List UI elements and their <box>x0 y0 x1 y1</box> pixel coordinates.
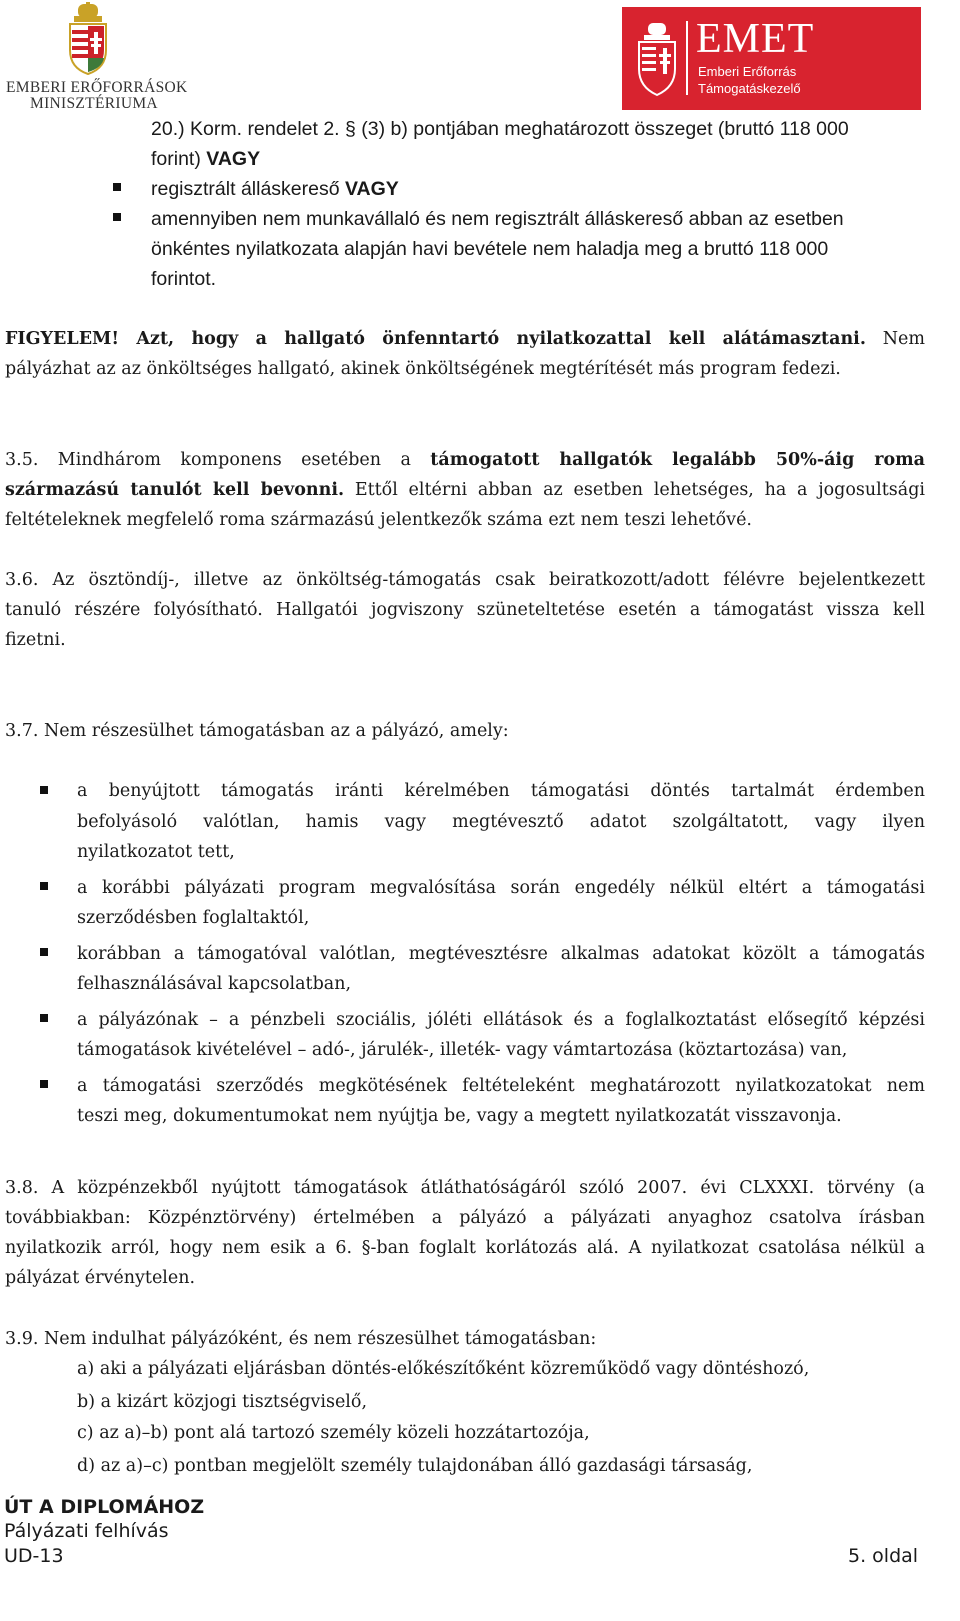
footer-code: UD-13 <box>4 1545 64 1567</box>
top-bullet-1 <box>151 177 399 201</box>
figyelem-rest: Nem <box>865 329 925 349</box>
s35-line-3: feltételeknek megfelelő roma származású jelentkezők száma ezt nem teszi lehetővé. <box>5 510 752 530</box>
bullet-icon <box>40 882 48 890</box>
emmi-logo <box>0 0 190 112</box>
s36-line-1: 3.6. Az ösztöndíj-, illetve az önköltség-támogatás csak beiratkozott/adott félévre bejelentkezett <box>5 570 925 590</box>
s39-intro: 3.9. Nem indulhat pályázóként, és nem részesülhet támogatásban: <box>5 1329 597 1349</box>
emet-coat-of-arms-icon <box>634 21 680 97</box>
footer-subtitle: Pályázati felhívás <box>4 1520 169 1542</box>
emet-subtitle-2: Támogatáskezelő <box>698 81 801 96</box>
s37-item-1-line-1: a benyújtott támogatás iránti kérelmében támogatási döntés tartalmát érdemben <box>77 781 925 801</box>
bullet-icon <box>40 786 48 794</box>
s35-text: 3.5. Mindhárom komponens esetében a <box>5 450 431 470</box>
emet-logo <box>622 7 921 110</box>
top-line-1: 20.) Korm. rendelet 2. § (3) b) pontjában meghatározott összeget (bruttó 118 000 <box>151 118 849 140</box>
s38-line-3: nyilatkozik arról, hogy nem esik a 6. §-ban foglalt korlátozás alá. A nyilatkozat csatolása nélkül a <box>5 1238 925 1258</box>
figyelem-line-2: pályázhat az az önköltséges hallgató, akinek önköltségének megtérítését más program fedezi. <box>5 359 841 379</box>
top-bullet-1-bold: VAGY <box>345 178 399 200</box>
s39-item-c: c) az a)–b) pont alá tartozó személy közeli hozzátartozója, <box>77 1423 590 1443</box>
s38-line-2: továbbiakban: Közpénztörvény) értelmében a pályázó a pályázati anyaghoz csatolva írásban <box>5 1208 925 1228</box>
s37-item-3-line-1: korábban a támogatóval valótlan, megtévesztésre alkalmas adatokat közölt a támogatás <box>77 944 925 964</box>
s37-item-2-line-2: szerződésben foglaltaktól, <box>77 908 310 928</box>
s39-item-d: d) az a)–c) pontban megjelölt személy tulajdonában álló gazdasági társaság, <box>77 1456 753 1476</box>
emet-subtitle-1: Emberi Erőforrás <box>698 64 797 79</box>
emmi-logo-line1: EMBERI ERŐFORRÁSOK <box>6 79 188 96</box>
s37-item-4-line-2: támogatások kivételével – adó-, járulék-, illeték- vagy vámtartozása (köztartozása) van, <box>77 1040 848 1060</box>
bullet-icon <box>40 1080 48 1088</box>
top-line-2-text: forint) <box>151 148 207 170</box>
s39-item-b: b) a kizárt közjogi tisztségviselő, <box>77 1392 368 1412</box>
top-line-2-bold: VAGY <box>206 148 261 170</box>
figyelem-line-1 <box>5 327 925 351</box>
s37-item-3-line-2: felhasználásával kapcsolatban, <box>77 974 352 994</box>
emet-divider <box>686 21 688 95</box>
s39-item-a: a) aki a pályázati eljárásban döntés-előkészítőként közreműködő vagy döntéshozó, <box>77 1359 810 1379</box>
s37-item-1-line-3: nyilatkozatot tett, <box>77 842 235 862</box>
footer-title: ÚT A DIPLOMÁHOZ <box>4 1496 205 1518</box>
emmi-logo-line2: MINISZTÉRIUMA <box>30 95 158 112</box>
s35-bold-2: származású tanulót kell bevonni. <box>5 480 345 500</box>
figyelem-bold: FIGYELEM! Azt, hogy a hallgató önfenntartó nyilatkozattal kell alátámasztani. <box>5 329 866 349</box>
top-bullet-1-text: regisztrált álláskereső <box>151 178 345 200</box>
s36-line-2: tanuló részére folyósítható. Hallgatói jogviszony szüneteltetése esetén a támogatást vissza kell <box>5 600 925 620</box>
bullet-icon <box>113 183 121 191</box>
top-bullet-2-line-3: forintot. <box>151 268 217 290</box>
s35-text-2: Ettől eltérni abban az esetben lehetséges, ha a jogosultsági <box>344 480 926 500</box>
bullet-icon <box>40 948 48 956</box>
s38-line-4: pályázat érvénytelen. <box>5 1268 196 1288</box>
s37-item-5-line-2: teszi meg, dokumentumokat nem nyújtja be, vagy a megtett nyilatkozatát visszavonja. <box>77 1106 842 1126</box>
s36-line-3: fizetni. <box>5 630 66 650</box>
s37-item-4-line-1: a pályázónak – a pénzbeli szociális, jóléti ellátások és a foglalkoztatást elősegítő képzési <box>77 1010 925 1030</box>
s37-item-2-line-1: a korábbi pályázati program megvalósítása során engedély nélkül eltért a támogatási <box>77 878 925 898</box>
s35-line-1 <box>5 448 925 472</box>
s35-bold: támogatott hallgatók legalább 50%-áig roma <box>430 450 925 470</box>
hungarian-coat-of-arms-icon <box>64 2 112 76</box>
top-bullet-2-line-2: önkéntes nyilatkozata alapján havi bevétele nem haladja meg a bruttó 118 000 <box>151 238 829 260</box>
s37-item-5-line-1: a támogatási szerződés megkötésének feltételeként meghatározott nyilatkozatokat nem <box>77 1076 925 1096</box>
s37-intro: 3.7. Nem részesülhet támogatásban az a pályázó, amely: <box>5 721 509 741</box>
s38-line-1: 3.8. A közpénzekből nyújtott támogatások átláthatóságáról szóló 2007. évi CLXXXI. törvény (a <box>5 1178 925 1198</box>
footer-page-number: 5. oldal <box>848 1545 919 1567</box>
top-line-2 <box>151 147 260 171</box>
top-bullet-2-line-1: amennyiben nem munkavállaló és nem regisztrált álláskereső abban az esetben <box>151 208 844 230</box>
s37-item-1-line-2: befolyásoló valótlan, hamis vagy megtévesztő adatot szolgáltatott, vagy ilyen <box>77 812 925 832</box>
s35-line-2 <box>5 478 925 502</box>
bullet-icon <box>40 1014 48 1022</box>
bullet-icon <box>113 213 121 221</box>
emet-title: EMET <box>696 16 815 62</box>
